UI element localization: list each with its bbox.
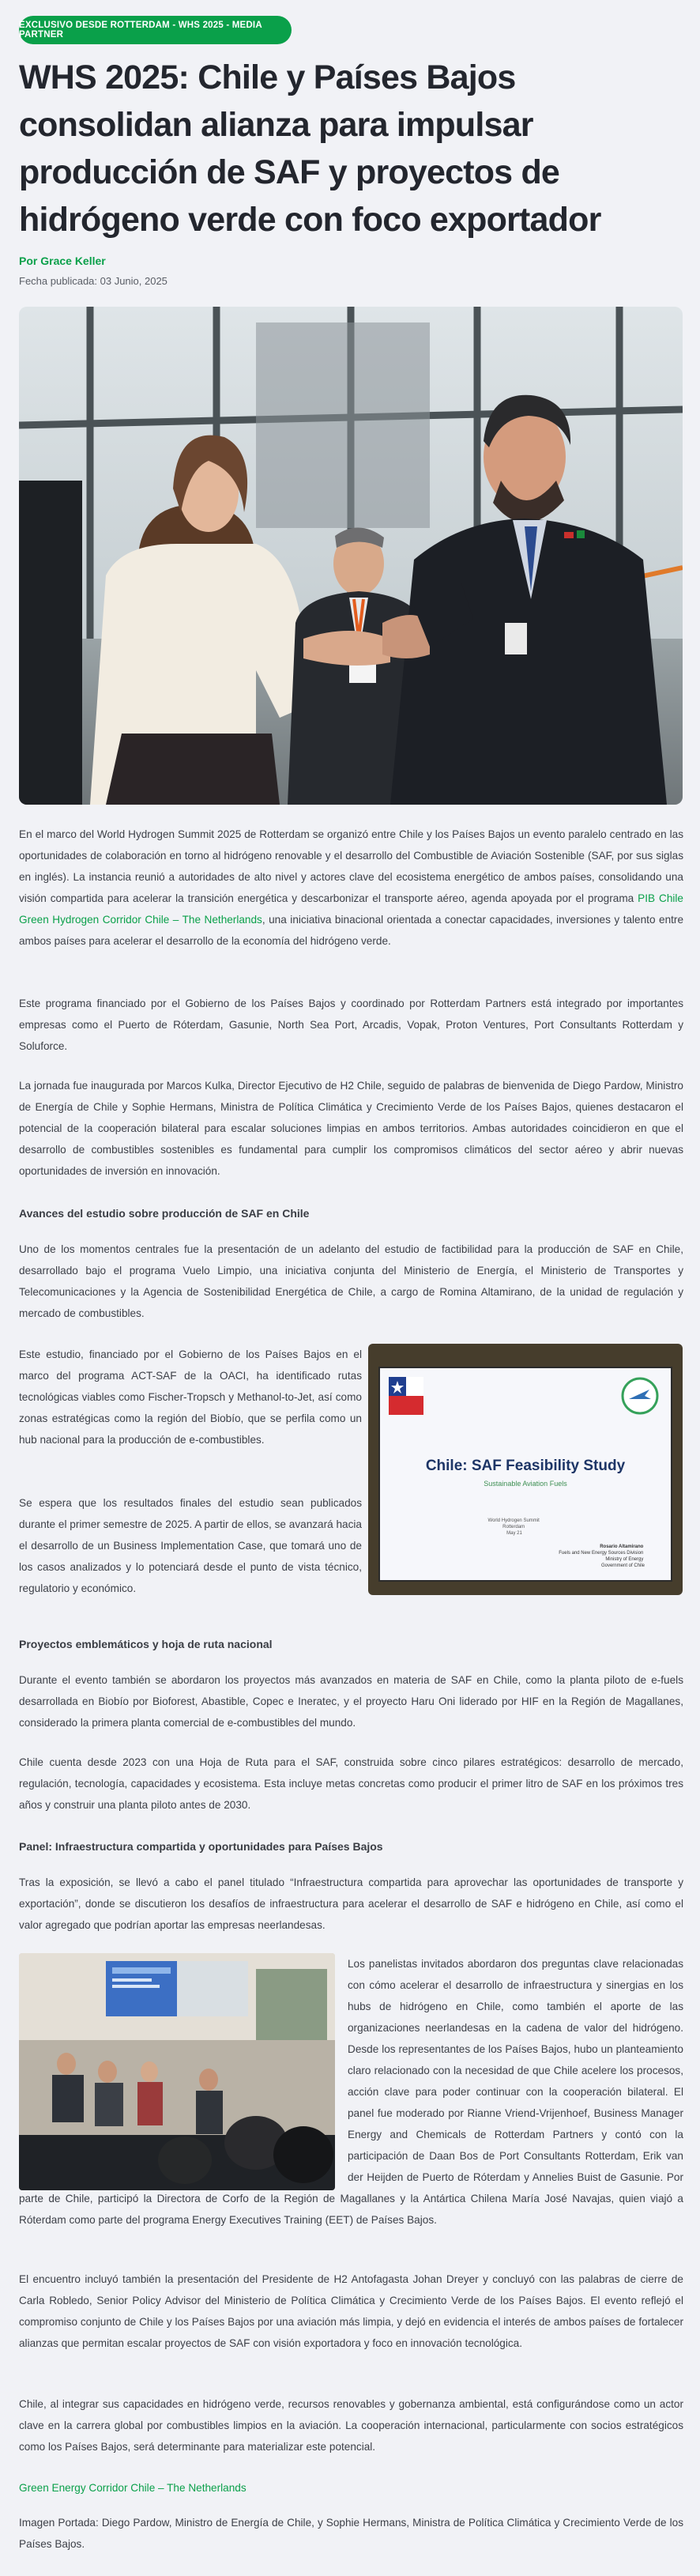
saf-study-slide-photo xyxy=(368,1344,683,1595)
author-byline[interactable]: Por Grace Keller xyxy=(19,255,106,267)
paragraph-study-funding: Este estudio, financiado por el Gobierno de los Países Bajos en el marco del programa ACT-SAF de la OACI, ha identificado rutas tecnológicas viables como Fischer-Tropsch y Methanol-to-Jet, así como zonas estratégicas como la región del Biobío, que se perfila como un hub nacional para la producción de e-combustibles. xyxy=(19,1348,362,1446)
paragraph-intro xyxy=(19,824,683,952)
slide-footer-right-1: Rosario Altamirano xyxy=(600,1544,644,1549)
paragraph-program: Este programa financiado por el Gobierno de los Países Bajos y coordinado por Rotterdam Partners está integrado por importantes empresas como el Puerto de Róterdam, Gasunie, North Sea Port, Arcadis, Vopak, Proton Ventures, Port Consultants Rotterdam y Soluforce. xyxy=(19,998,683,1052)
heading-saf-study: Avances del estudio sobre producción de SAF en Chile xyxy=(19,1207,310,1220)
paragraph-study: Uno de los momentos centrales fue la presentación de un adelanto del estudio de factibilidad para la producción de SAF en Chile, desarrollado bajo el programa Vuelo Limpio, una iniciativa conjunta del Ministerio de Energía, el Ministerio de Transportes y Telecomunicaciones y la Agencia de Sostenibilidad Energética de Chile, a cargo de Romina Altamirano, de la unidad de regulación y mercado de combustibles. xyxy=(19,1243,683,1319)
paragraph-panel: Tras la exposición, se llevó a cabo el panel titulado “Infraestructura compartida para aprovechar las oportunidades de transporte y exportación”, donde se discutieron los desafíos de infraestructura para acelerar el desarrollo de SAF e hidrógeno en Chile, así como el valor agregado que podrían aportar las empresas neerlandesas. xyxy=(19,1876,683,1931)
publish-date: Fecha publicada: 03 Junio, 2025 xyxy=(19,275,167,287)
category-badge[interactable]: EXCLUSIVO DESDE ROTTERDAM - WHS 2025 - MEDIA PARTNER xyxy=(19,16,292,44)
paragraph-panelists: Los panelistas invitados abordaron dos preguntas clave relacionadas con cómo acelerar el desarrollo de infraestructura y sinergias en los hubs de hidrógeno en Chile, como también el aporte de las organizaciones neerlandesas en la cadena de valor del hidrógeno. Desde los representantes de los Países Bajos, hubo un planteamiento claro relacionado con la necesidad de que Chile acelere los procesos, acción clave para poder continuar con la cooperación bilateral. El panel fue moderado por Rianne Vriend-Vrijenhoef, Business Manager Energy and Chemicals de Rotterdam Partners y contó con la participación de Daan Bos de Port Consultants Rotterdam, Erik van der Heijden de Puerto de Róterdam y Annelies Buist de Gasunie. Por parte de Chile, participó la Directora de Corfo de la Región de Magallanes y la Antártica Chilena María José Navajas, quien viajó a Róterdam como parte del programa Energy Executives Training (EET) de Países Bajos. xyxy=(19,1953,683,2231)
slide-footer-right-3: Ministry of Energy xyxy=(605,1557,644,1562)
heading-projects: Proyectos emblemáticos y hoja de ruta nacional xyxy=(19,1638,273,1650)
slide-footer-left-2: Rotterdam xyxy=(502,1525,525,1529)
paragraph-opening: La jornada fue inaugurada por Marcos Kulka, Director Ejecutivo de H2 Chile, seguido de palabras de bienvenida de Diego Pardow, Ministro de Energía de Chile y Sophie Hermans, Ministra de Política Climática y Crecimiento Verde de los Países Bajos, quienes destacaron el potencial de la cooperación bilateral para escalar soluciones limpias en ambos territorios. Ambas autoridades coincidieron en que el desarrollo de combustibles sostenibles es fundamental para cumplir los compromisos climáticos del sector aéreo y abrir nuevas oportunidades de inversión en innovación. xyxy=(19,1080,683,1177)
paragraph-projects: Durante el evento también se abordaron los proyectos más avanzados en materia de SAF en Chile, como la planta piloto de e-fuels desarrollada en Biobío por Bioforest, Abastible, Copec e Ineratec, y el proyecto Haru Oni liderado por HIF en la Región de Magallanes, considerado la primera planta comercial de e-combustibles del mundo. xyxy=(19,1674,683,1729)
article-title: WHS 2025: Chile y Países Bajos consolidan alianza para impulsar producción de SAF y proyectos de hidrógeno verde con foco exportador xyxy=(19,58,601,239)
paragraph-roadmap: Chile cuenta desde 2023 con una Hoja de Ruta para el SAF, construida sobre cinco pilares estratégicos: desarrollo de mercado, regulación, tecnología, capacidades y ecosistema. Esta incluye metas concretas como producir el primer litro de SAF en los próximos tres años y construir una planta piloto antes de 2030. xyxy=(19,1756,683,1811)
slide-footer-right-4: Government of Chile xyxy=(600,1563,645,1568)
green-energy-corridor-link[interactable]: Green Energy Corridor Chile – The Netherlands xyxy=(19,2482,247,2494)
slide-footer-left-3: May 21 xyxy=(506,1531,522,1536)
paragraph-closing: El encuentro incluyó también la presentación del Presidente de H2 Antofagasta Johan Dreyer y concluyó con las palabras de cierre de Carla Robledo, Senior Policy Advisor del Ministerio de Política Climática y Crecimiento Verde de los Países Bajos. El evento reflejó el compromiso conjunto de Chile y los Países Bajos por una aviación más limpia, y dejó en evidencia el interés de ambos países de fortalecer alianzas que permitan escalar proyectos de SAF con visión exportadora y foco en innovación tecnológica. xyxy=(19,2273,683,2349)
pib-corridor-link[interactable]: PIB Chile Green Hydrogen Corridor Chile – The Netherlands xyxy=(19,892,683,926)
slide-footer-left-1: World Hydrogen Summit xyxy=(487,1518,540,1523)
float-spacer xyxy=(19,1953,348,2186)
slide-footer-right-2: Fuels and New Energy Sources Division xyxy=(559,1551,644,1556)
slide-subtitle: Sustainable Aviation Fuels xyxy=(484,1480,567,1488)
cover-image-caption: Imagen Portada: Diego Pardow, Ministro de Energía de Chile, y Sophie Hermans, Ministra de Política Climática y Crecimiento Verde de los Países Bajos. xyxy=(19,2517,683,2550)
heading-panel: Panel: Infraestructura compartida y oportunidades para Países Bajos xyxy=(19,1840,383,1853)
hero-photo xyxy=(19,307,683,805)
slide-title: Chile: SAF Feasibility Study xyxy=(425,1458,626,1474)
paragraph-intro-a: En el marco del World Hydrogen Summit 2025 de Rotterdam se organizó entre Chile y los Países Bajos un evento paralelo centrado en las oportunidades de colaboración en torno al hidrógeno renovable y el desarrollo del Combustible de Aviación Sostenible (SAF, por sus siglas en inglés). La instancia reunió a autoridades de alto nivel y actores clave del ecosistema energético de ambos países, consolidando una visión compartida para acelerar la transición energética y descarbonizar el transporte aéreo, agenda apoyada por el programa xyxy=(19,828,683,904)
paragraph-study-results: Se espera que los resultados finales del estudio sean publicados durante el primer semestre de 2025. A partir de ellos, se avanzará hacia el desarrollo de un Business Implementation Case, que tomará uno de los casos analizados y lo potenciará desde el punto de vista técnico, regulatorio y económico. xyxy=(19,1497,362,1594)
paragraph-conclusion: Chile, al integrar sus capacidades en hidrógeno verde, recursos renovables y gobernanza ambiental, está configurándose como un actor clave en la carrera global por combustibles limpios en la aviación. La cooperación internacional, particularmente con socios estratégicos como los Países Bajos, será determinante para materializar este potencial. xyxy=(19,2398,683,2453)
paragraph-intro-b: , una iniciativa binacional orientada a conectar capacidades, inversiones y talento entre ambos países para acelerar el desarrollo de la economía del hidrógeno verde. xyxy=(19,914,683,947)
